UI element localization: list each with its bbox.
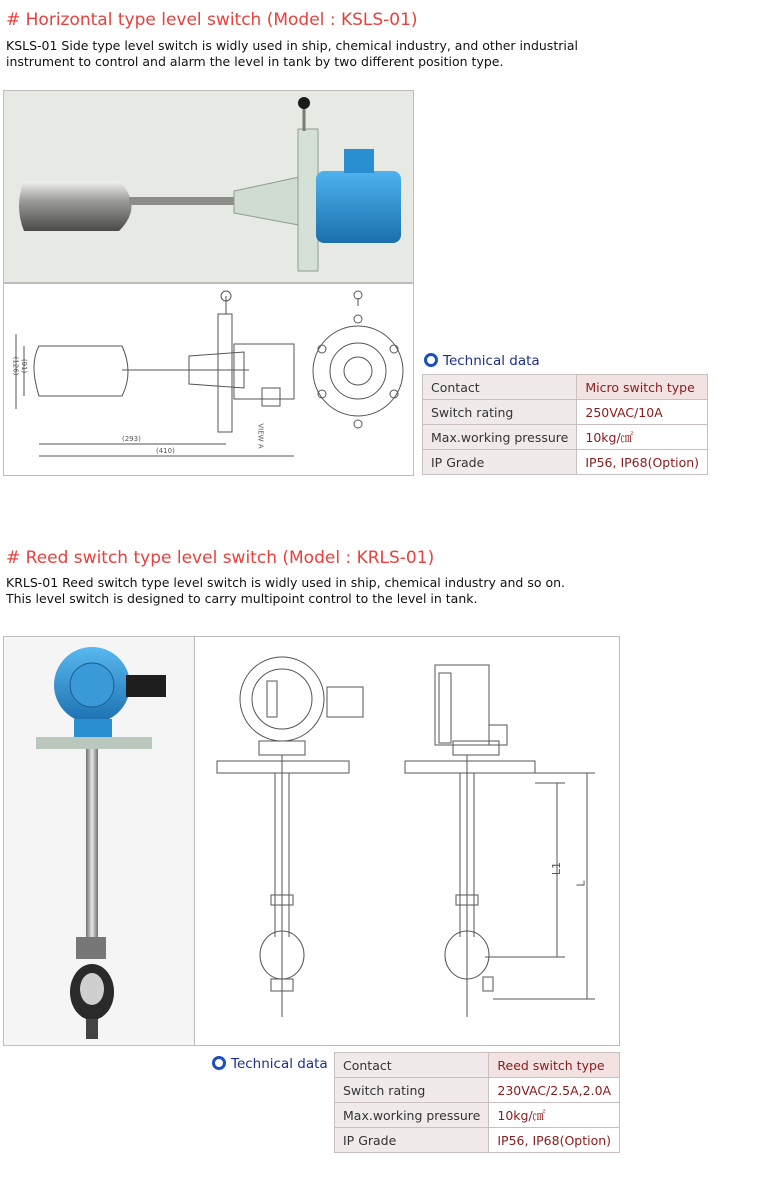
- dim-l: L: [574, 880, 588, 887]
- table-row: Contact Reed switch type: [335, 1053, 620, 1078]
- ksls-drawing: [3, 283, 414, 476]
- table-row: Max.working pressure 10kg/㎠: [335, 1103, 620, 1128]
- dim-91: (91): [20, 358, 29, 374]
- table-row: Contact Micro switch type: [423, 375, 708, 400]
- dim-l1: L1: [550, 861, 564, 876]
- table-row: Switch rating 250VAC/10A: [423, 400, 708, 425]
- tech-data-label-1: Technical data: [424, 353, 540, 369]
- dim-410: (410): [156, 447, 175, 455]
- table-row: IP Grade IP56, IP68(Option): [335, 1128, 620, 1153]
- section1-desc-line1: KSLS-01 Side type level switch is widly used in ship, chemical industry, and other industrial: [6, 38, 578, 53]
- table-row: Max.working pressure 10kg/㎠: [423, 425, 708, 450]
- krls-photo: [3, 636, 195, 1046]
- table-row: Switch rating 230VAC/2.5A,2.0A: [335, 1078, 620, 1103]
- section1-title: # Horizontal type level switch (Model : KSLS-01): [6, 10, 418, 30]
- bullet-circle-icon: [424, 353, 438, 367]
- section1-desc-line2: instrument to control and alarm the level in tank by two different position type.: [6, 54, 504, 69]
- table-row: IP Grade IP56, IP68(Option): [423, 450, 708, 475]
- dim-126: (126): [11, 356, 20, 376]
- view-a-label: VIEW A: [256, 423, 265, 449]
- ksls-photo: [3, 90, 414, 283]
- spec-table-1: [422, 374, 708, 475]
- bullet-circle-icon: [212, 1056, 226, 1070]
- section2-desc-line1: KRLS-01 Reed switch type level switch is widly used in ship, chemical industry and so on.: [6, 575, 566, 590]
- section2-title: # Reed switch type level switch (Model : KRLS-01): [6, 548, 435, 568]
- tech-data-label-2: Technical data: [212, 1056, 328, 1072]
- spec-table-2: [334, 1052, 620, 1153]
- krls-drawing: [194, 636, 620, 1046]
- section2-desc-line2: This level switch is designed to carry multipoint control to the level in tank.: [6, 591, 478, 606]
- dim-293: (293): [122, 435, 141, 443]
